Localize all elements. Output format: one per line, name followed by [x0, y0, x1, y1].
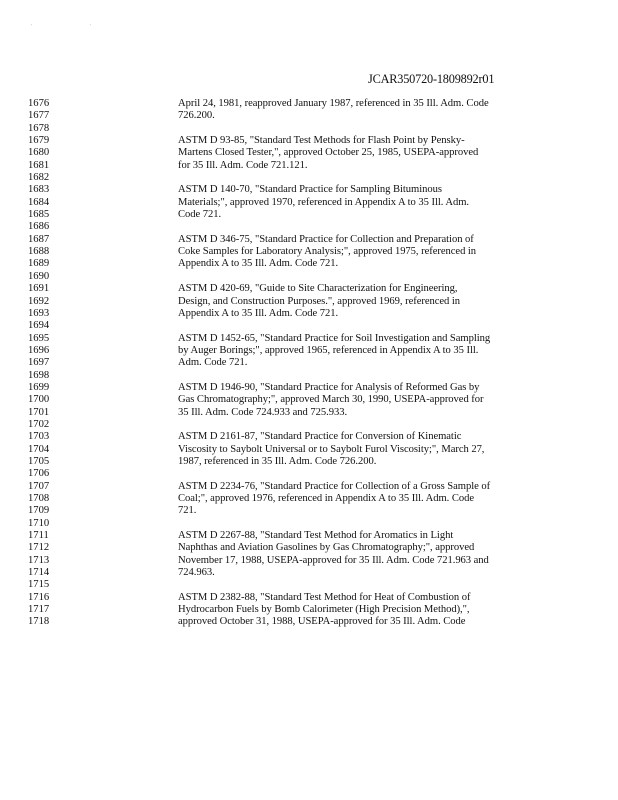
corner-marks: ' ' [31, 24, 119, 30]
line-number: 1712 [28, 542, 50, 554]
text-line [178, 579, 548, 591]
text-line: ASTM D 1946-90, "Standard Practice for Analysis of Reformed Gas by [178, 381, 480, 393]
line-number: 1706 [28, 468, 50, 480]
text-line: Gas Chromatography;", approved March 30, 1990, USEPA-approved for [178, 394, 484, 406]
line-number: 1695 [28, 332, 50, 344]
text-line [178, 221, 548, 233]
line-number: 1714 [28, 567, 50, 579]
document-id: JCAR350720-1809892r01 [368, 72, 495, 86]
line-number: 1686 [28, 221, 50, 233]
line-number: 1694 [28, 320, 50, 332]
text-line: Coal;", approved 1976, referenced in Appendix A to 35 Ill. Adm. Code [178, 493, 475, 504]
text-line: ASTM D 93-85, "Standard Test Methods for Flash Point by Pensky- [178, 135, 465, 147]
text-line: approved October 31, 1988, USEPA-approved for 35 Ill. Adm. Code [178, 616, 466, 628]
text-line: Code 721. [178, 209, 222, 221]
line-number: 1704 [28, 443, 50, 455]
text-line: 721. [178, 505, 197, 517]
line-number: 1682 [28, 172, 50, 184]
line-number: 1691 [28, 283, 50, 295]
line-number: 1685 [28, 209, 50, 221]
text-line [178, 518, 548, 530]
text-line: Design, and Construction Purposes.", approved 1969, referenced in [178, 295, 461, 307]
line-number: 1707 [28, 480, 50, 492]
text-line: Adm. Code 721. [178, 357, 248, 369]
text-line: 35 Ill. Adm. Code 724.933 and 725.933. [178, 406, 348, 418]
text-line [178, 320, 548, 332]
text-line [178, 123, 548, 135]
line-number: 1678 [28, 122, 50, 134]
text-line: for 35 Ill. Adm. Code 721.121. [178, 159, 308, 171]
line-number: 1698 [28, 369, 50, 381]
text-line: ASTM D 2382-88, "Standard Test Method for Heat of Combustion of [178, 591, 471, 603]
text-line: Materials;", approved 1970, referenced in Appendix A to 35 Ill. Adm. [178, 196, 470, 208]
line-number: 1705 [28, 455, 50, 467]
line-number: 1703 [28, 431, 50, 443]
text-line: 724.963. [178, 567, 215, 579]
line-number: 1717 [28, 604, 50, 616]
text-line: Appendix A to 35 Ill. Adm. Code 721. [178, 307, 339, 319]
text-line: Martens Closed Tester,", approved October 25, 1985, USEPA-approved [178, 147, 479, 159]
text-line: Viscosity to Saybolt Universal or to Saybolt Furol Viscosity;", March 27, [178, 443, 485, 455]
line-number: 1713 [28, 554, 50, 566]
line-number: 1718 [28, 616, 50, 628]
line-number: 1683 [28, 184, 50, 196]
text-line: by Auger Borings;", approved 1965, referenced in Appendix A to 35 Ill. [178, 344, 479, 356]
text-line: 726.200. [178, 110, 215, 122]
text-line: ASTM D 2234-76, "Standard Practice for Collection of a Gross Sample of [178, 480, 491, 492]
line-number-column [28, 98, 68, 629]
line-number: 1702 [28, 418, 50, 430]
line-number: 1680 [28, 147, 50, 159]
line-number: 1696 [28, 344, 50, 356]
line-number: 1697 [28, 357, 50, 369]
line-number: 1709 [28, 505, 50, 517]
text-line [178, 172, 548, 184]
text-line: Naphthas and Aviation Gasolines by Gas Chromatography;", approved [178, 542, 475, 554]
line-number: 1690 [28, 270, 50, 282]
line-number: 1716 [28, 591, 50, 603]
line-number: 1677 [28, 110, 50, 122]
line-number: 1676 [28, 98, 50, 109]
text-line: Hydrocarbon Fuels by Bomb Calorimeter (High Precision Method),", [178, 604, 470, 616]
text-line: ASTM D 2161-87, "Standard Practice for Conversion of Kinematic [178, 431, 462, 443]
line-number: 1684 [28, 196, 50, 208]
line-number: 1689 [28, 258, 50, 270]
line-number: 1701 [28, 406, 50, 418]
text-line: ASTM D 346-75, "Standard Practice for Collection and Preparation of [178, 233, 474, 245]
line-number: 1699 [28, 381, 50, 393]
text-line: ASTM D 140-70, "Standard Practice for Sampling Bituminous [178, 184, 442, 196]
line-number: 1715 [28, 579, 50, 591]
text-line: April 24, 1981, reapproved January 1987, referenced in 35 Ill. Adm. Code [178, 98, 489, 109]
line-number: 1687 [28, 233, 50, 245]
line-number: 1710 [28, 517, 50, 529]
text-line: 1987, referenced in 35 Ill. Adm. Code 726.200. [178, 455, 377, 467]
text-line: ASTM D 1452-65, "Standard Practice for Soil Investigation and Sampling [178, 332, 491, 344]
line-number: 1692 [28, 295, 50, 307]
line-number: 1688 [28, 246, 50, 258]
text-line: ASTM D 420-69, "Guide to Site Characterization for Engineering, [178, 283, 458, 295]
text-line: Appendix A to 35 Ill. Adm. Code 721. [178, 258, 339, 270]
line-number: 1700 [28, 394, 50, 406]
line-number: 1711 [28, 530, 49, 542]
text-line [178, 468, 548, 480]
text-line: ASTM D 2267-88, "Standard Test Method for Aromatics in Light [178, 530, 454, 542]
text-line: November 17, 1988, USEPA-approved for 35 Ill. Adm. Code 721.963 and [178, 554, 489, 566]
line-number: 1693 [28, 307, 50, 319]
text-line [178, 271, 548, 283]
document-body [178, 98, 548, 629]
line-number: 1708 [28, 493, 50, 504]
line-number: 1679 [28, 135, 50, 147]
line-number: 1681 [28, 159, 50, 171]
text-line [178, 419, 548, 431]
text-line [178, 370, 548, 382]
text-line: Coke Samples for Laboratory Analysis;", approved 1975, referenced in [178, 246, 477, 258]
